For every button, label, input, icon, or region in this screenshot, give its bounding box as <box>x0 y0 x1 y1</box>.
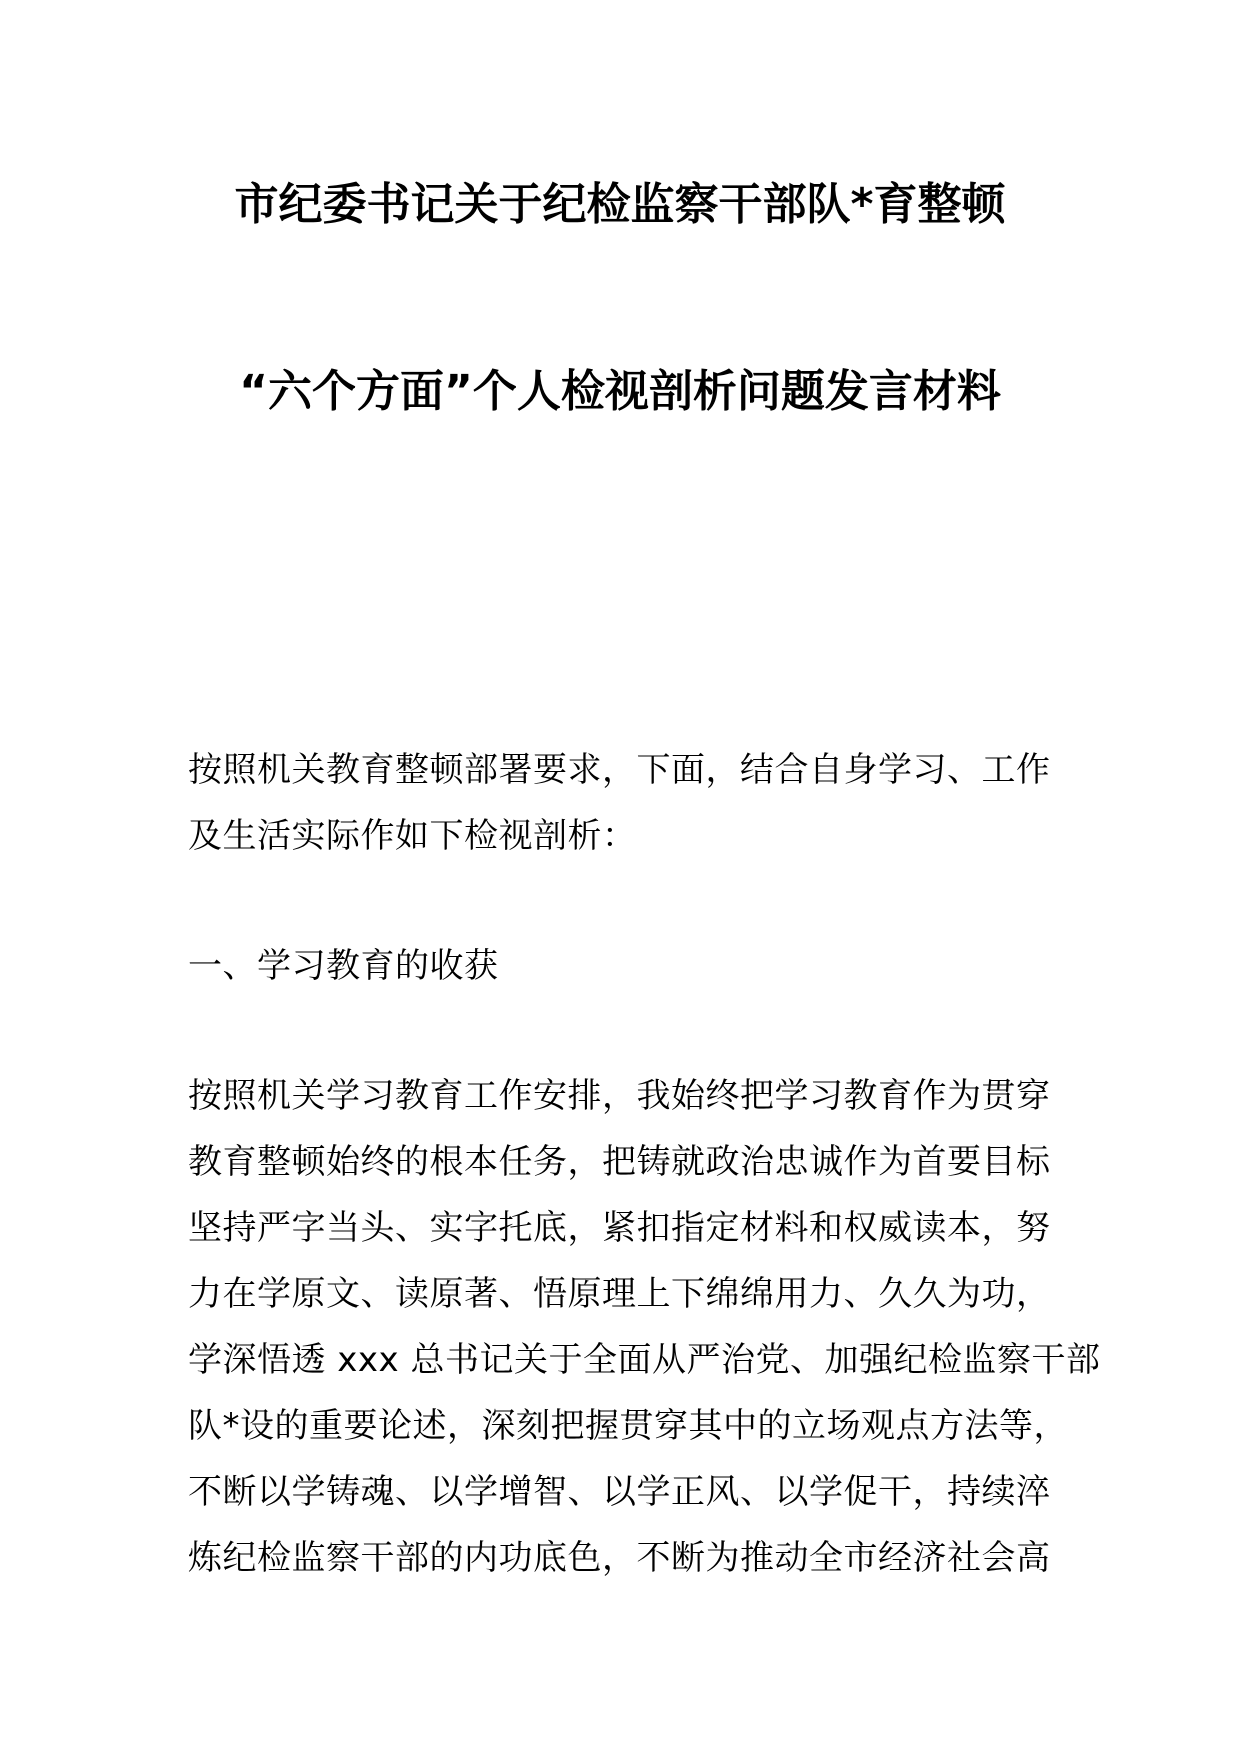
paragraph-line: 力在学原文、读原著、悟原理上下绵绵用力、久久为功， <box>188 1274 1051 1314</box>
paragraph-line: 及生活实际作如下检视剖析： <box>188 816 637 856</box>
paragraph-line: 坚持严字当头、实字托底，紧扣指定材料和权威读本，努 <box>188 1208 1051 1248</box>
paragraph-line: 按照机关学习教育工作安排，我始终把学习教育作为贯穿 <box>188 1076 1051 1116</box>
paragraph-line: 教育整顿始终的根本任务，把铸就政治忠诚作为首要目标 <box>188 1142 1051 1182</box>
paragraph-line: 学深悟透 xxx 总书记关于全面从严治党、加强纪检监察干部 <box>188 1340 1101 1380</box>
title-line-1: 市纪委书记关于纪检监察干部队*育整顿 <box>234 179 1006 230</box>
paragraph-line: 队*设的重要论述，深刻把握贯穿其中的立场观点方法等， <box>188 1406 1068 1446</box>
section-heading: 一、学习教育的收获 <box>188 946 499 986</box>
title-line-2: “六个方面”个人检视剖析问题发言材料 <box>239 366 1001 417</box>
paragraph-line: 按照机关教育整顿部署要求，下面，结合自身学习、工作 <box>188 750 1051 790</box>
paragraph-line: 不断以学铸魂、以学增智、以学正风、以学促干，持续淬 <box>188 1472 1051 1512</box>
paragraph-line: 炼纪检监察干部的内功底色，不断为推动全市经济社会高 <box>188 1538 1051 1578</box>
